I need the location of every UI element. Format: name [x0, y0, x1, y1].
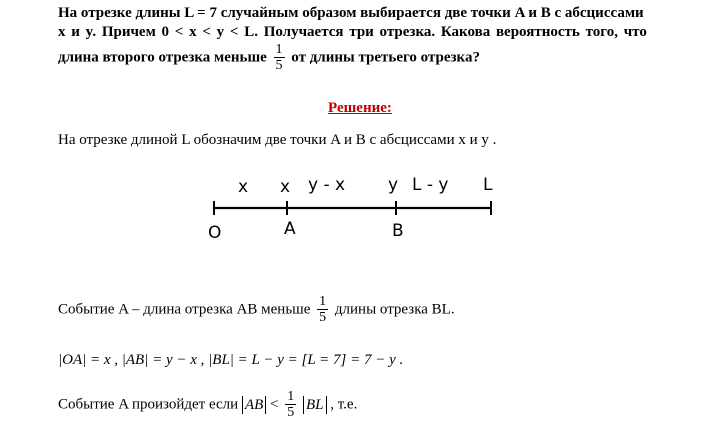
fraction-denominator: 5: [275, 58, 283, 73]
condition-fraction-numerator: 1: [287, 389, 295, 404]
solution-heading: Решение:: [328, 100, 392, 116]
problem-line-2: x и y. Причем 0 < x < y < L. Получается три отрезка. Какова вероятность того, что: [58, 24, 647, 40]
condition-fraction: [285, 389, 296, 420]
abs-AB: AB: [242, 396, 266, 414]
condition-line: [58, 389, 357, 420]
label-y-minus-x: y - x: [308, 175, 346, 195]
event-text-start: Событие A – длина отрезка AB меньше: [58, 301, 311, 318]
event-text-end: длины отрезка BL.: [334, 301, 455, 318]
label-O: O: [208, 223, 222, 243]
condition-text-start: Событие A произойдет если: [58, 396, 239, 413]
problem-line-3-start: длина второго отрезка меньше: [58, 49, 267, 66]
intro-text: На отрезке длиной L обозначим две точки A и B с абсциссами x и y .: [58, 132, 497, 148]
problem-line-3-end: от длины третьего отрезка?: [291, 49, 480, 66]
event-fraction-numerator: 1: [319, 294, 327, 309]
less-than-sign: <: [270, 396, 279, 413]
label-L-point: L: [483, 175, 493, 195]
label-L-minus-y: L - y: [412, 175, 449, 195]
condition-fraction-denominator: 5: [287, 405, 295, 420]
event-line: [58, 294, 455, 325]
event-fraction-denominator: 5: [319, 310, 327, 325]
abs-BL: BL: [303, 396, 327, 414]
problem-line-3: [58, 42, 480, 73]
label-x-segment: x: [238, 177, 249, 197]
problem-line-1: На отрезке длины L = 7 случайным образом выбирается две точки A и B с абсциссами: [58, 5, 644, 21]
label-y-point: y: [388, 175, 399, 195]
label-B: B: [392, 221, 404, 241]
formula-line: |OA| = x , |AB| = y − x , |BL| = L − y = [L = 7] = 7 − y .: [58, 352, 404, 368]
condition-text-end: , т.е.: [330, 396, 358, 413]
label-A: A: [284, 219, 296, 239]
label-x-point: x: [280, 177, 291, 197]
event-fraction: [317, 294, 328, 325]
fraction-one-fifth: [274, 42, 285, 73]
segment-diagram: [200, 168, 510, 243]
fraction-numerator: 1: [275, 42, 283, 57]
